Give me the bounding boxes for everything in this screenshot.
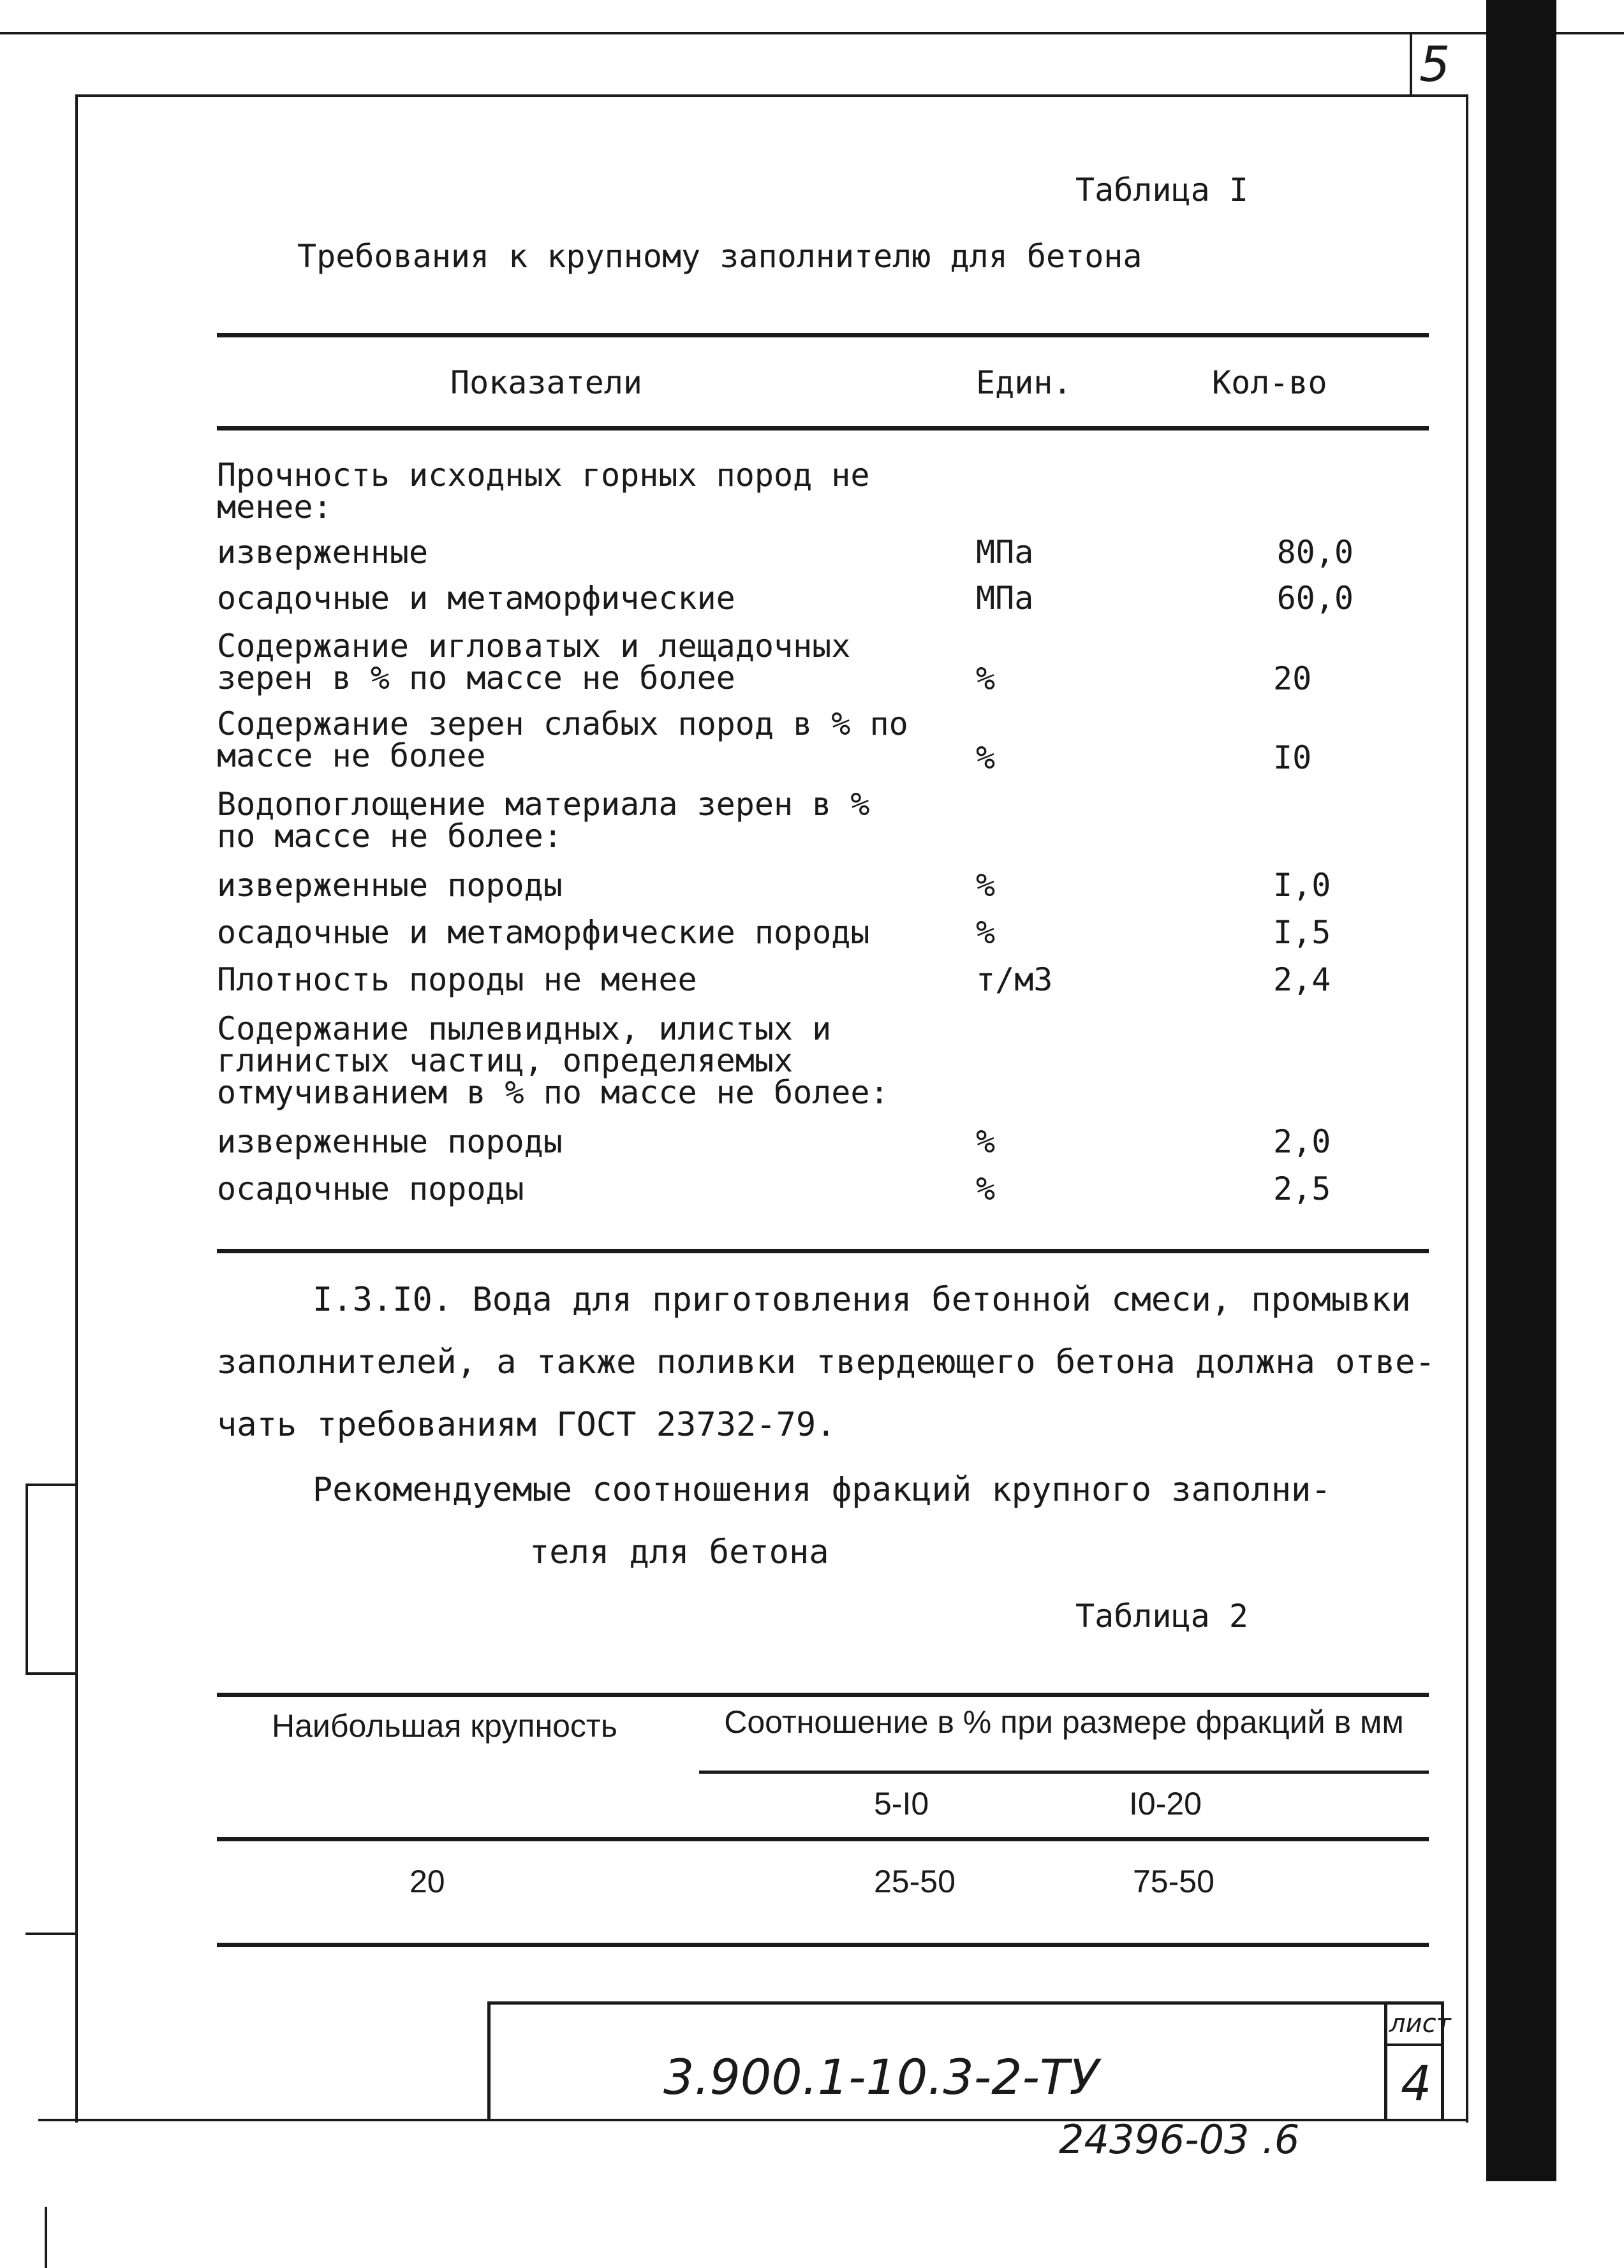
table1-row-unit: % — [976, 739, 996, 776]
table1-header-qty: Кол-во — [1212, 364, 1327, 401]
table1-row-indicator: Прочность исходных горных пород не менее: — [217, 457, 870, 526]
table2-top-rule — [217, 1693, 1429, 1697]
table1-row-indicator: Водопоглощение материала зерен в % по массе не более: — [217, 786, 870, 855]
table1-row-indicator: изверженные — [217, 534, 429, 571]
table1-header-rule — [217, 426, 1429, 431]
table2-row-largest: 20 — [410, 1864, 445, 1899]
table1-title: Требования к крупному заполнителю для бетона — [297, 238, 1142, 275]
table1-row-qty: 2,0 — [1273, 1123, 1331, 1160]
table1-row-qty: 2,4 — [1273, 961, 1331, 998]
table1-row-indicator: изверженные породы — [217, 1123, 563, 1160]
frame-left — [75, 94, 78, 2123]
page-number: 5 — [1419, 36, 1451, 92]
paragraph-line: чать требованиям ГОСТ 23732-79. — [217, 1406, 836, 1444]
table1-row-qty: I,5 — [1273, 914, 1331, 951]
table1-top-rule — [217, 333, 1429, 337]
table2-title-line: Рекомендуемые соотношения фракций крупного заполни- — [313, 1471, 1331, 1509]
table1-row-indicator: Содержание игловатых и лещадочных зерен в % по массе не более — [217, 628, 851, 696]
table1-row-qty: 2,5 — [1273, 1170, 1331, 1207]
stamp-sheet-number: 4 — [1401, 2055, 1432, 2112]
table1-header-indicator: Показатели — [450, 364, 643, 401]
table1-row-indicator: Содержание зерен слабых пород в % по массе не более — [217, 705, 908, 774]
stamp-code: 3.900.1-10.3-2-ТУ — [663, 2049, 1099, 2105]
frame-top — [77, 94, 1467, 97]
table1-row-unit: т/м3 — [976, 961, 1053, 998]
table1-row-unit: МПа — [976, 580, 1034, 617]
table2-header-frac1: 5-I0 — [874, 1786, 929, 1822]
table2-label: Таблица 2 — [1075, 1598, 1248, 1635]
table1-row-qty: 20 — [1273, 660, 1312, 697]
table1-row-indicator: изверженные породы — [217, 867, 563, 904]
stamp-sheet-label: лист — [1389, 2009, 1451, 2038]
table2-header-largest: Наибольшая крупность — [272, 1708, 617, 1744]
table1-row-indicator: Содержание пылевидных, илистых и глинистых частиц, определяемых отмучиванием в % по массе не более: — [217, 1010, 889, 1111]
left-margin-mark-1 — [26, 1484, 77, 1486]
table2-title-line: теля для бетона — [529, 1533, 829, 1572]
table1-row-indicator: осадочные породы — [217, 1170, 524, 1207]
table2-row-frac1: 25-50 — [874, 1864, 956, 1899]
table2-header-ratio: Соотношение в % при размере фракций в мм — [724, 1704, 1404, 1740]
table1-row-qty: I,0 — [1273, 867, 1331, 904]
left-margin-mark-2 — [26, 1484, 28, 1675]
table1-row-unit: % — [976, 660, 996, 697]
table2-subheader-rule — [699, 1771, 1429, 1774]
stamp-sheet-divider-h — [1384, 2043, 1444, 2046]
table1-row-qty: 60,0 — [1276, 580, 1354, 617]
table1-row-qty: 80,0 — [1276, 534, 1354, 571]
top-edge-line — [0, 32, 1624, 34]
stamp-sheet-divider-v — [1384, 2001, 1387, 2119]
table1-label: Таблица I — [1075, 172, 1248, 209]
table1-row-indicator: осадочные и метаморфические — [217, 580, 735, 617]
table1-row-unit: МПа — [976, 534, 1034, 571]
left-margin-mark-4 — [26, 1933, 77, 1935]
table1-bottom-rule — [217, 1249, 1429, 1253]
table1-row-unit: % — [976, 914, 996, 951]
table1-row-indicator: Плотность породы не менее — [217, 961, 697, 998]
table2-header-rule — [217, 1837, 1429, 1841]
table2-bottom-rule — [217, 1943, 1429, 1947]
frame-right — [1466, 94, 1468, 2123]
scan-dark-edge — [1486, 0, 1556, 2181]
table2-row-frac2: 75-50 — [1133, 1864, 1214, 1899]
footer-number: 24396-03 .6 — [1059, 2116, 1300, 2163]
table1-header-unit: Един. — [976, 364, 1072, 401]
table1-row-unit: % — [976, 1170, 996, 1207]
table2-header-frac2: I0-20 — [1129, 1786, 1202, 1822]
table1-row-unit: % — [976, 867, 996, 904]
table1-row-unit: % — [976, 1123, 996, 1160]
paragraph-line: I.3.I0. Вода для приготовления бетонной смеси, промывки — [313, 1281, 1411, 1319]
table1-row-qty: I0 — [1273, 739, 1312, 776]
left-edge-mark — [45, 2207, 47, 2268]
paragraph-line: заполнителей, а также поливки твердеющего бетона должна отве- — [217, 1343, 1435, 1381]
table1-row-indicator: осадочные и метаморфические породы — [217, 914, 870, 951]
left-margin-mark-3 — [26, 1672, 77, 1675]
